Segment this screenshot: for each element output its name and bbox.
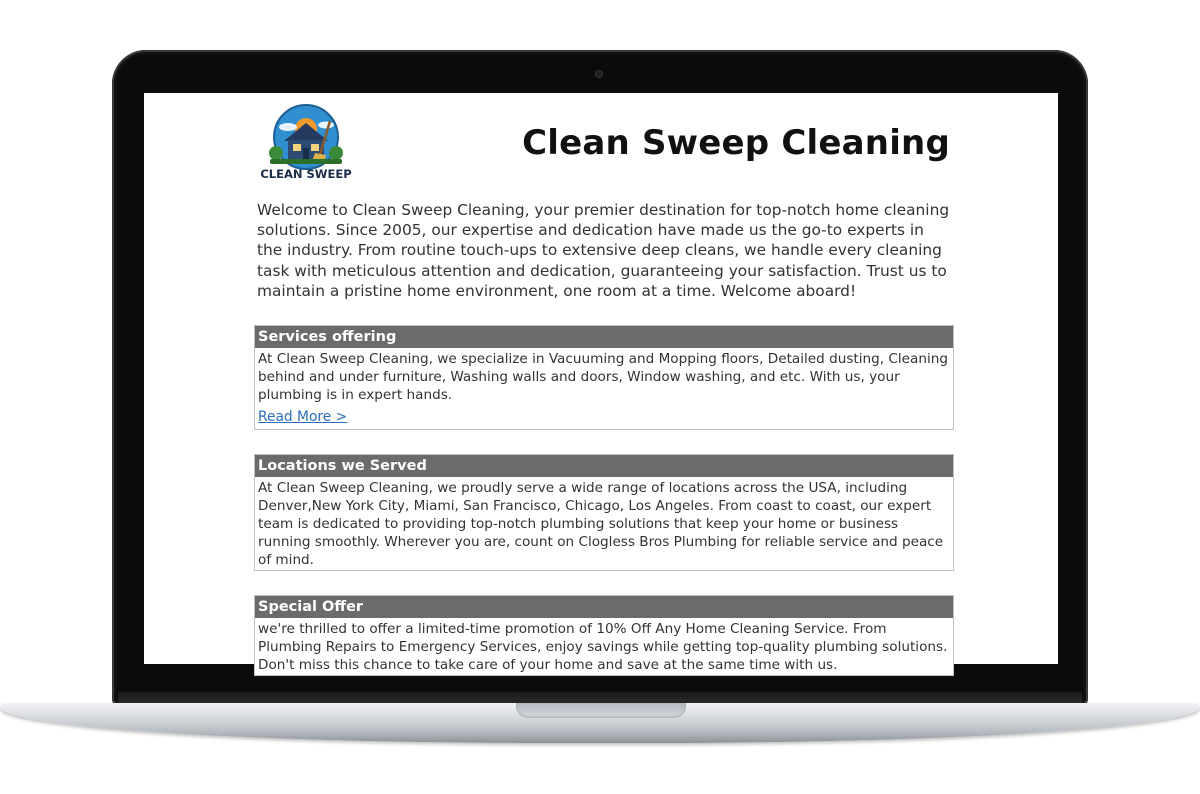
page-title: Clean Sweep Cleaning [522, 123, 950, 163]
services-section [254, 325, 954, 430]
read-more-link[interactable]: Read More > [258, 409, 348, 426]
camera-icon [595, 70, 603, 78]
page-content [254, 93, 954, 676]
section-body-locations: At Clean Sweep Cleaning, we proudly serve a wide range of locations across the USA, including Denver,New York City, Miami, San Francisco, Chicago, Los Angeles. From coast to coast, our expert team is dedicated to providing top-notch plumbing solutions that keep your home or business running smoothly. Wherever you are, count on Clogless Bros Plumbing for reliable service and peace of mind. [258, 480, 944, 569]
site-header [254, 93, 954, 193]
laptop-screen [144, 93, 1058, 674]
section-header-special-offer: Special Offer [255, 596, 953, 618]
section-body-services: At Clean Sweep Cleaning, we specialize in Vacuuming and Mopping floors, Detailed dusting, Cleaning behind and under furniture, Washing walls and doors, Window washing, and etc. With us, your plumbing is in expert hands. [258, 351, 949, 404]
special-offer-section [254, 595, 954, 676]
section-header-services: Services offering [255, 326, 953, 348]
section-header-locations: Locations we Served [255, 455, 953, 477]
logo-text: CLEAN SWEEP [260, 167, 352, 181]
house-sweep-logo-icon[interactable] [260, 103, 352, 183]
locations-section [254, 454, 954, 571]
intro-paragraph: Welcome to Clean Sweep Cleaning, your premier destination for top-notch home cleaning solutions. Since 2005, our expertise and dedication have made us the go-to experts in the industry. From routine touch-ups to extensive deep cleans, we handle every cleaning task with meticulous attention and dedication, guaranteeing your satisfaction. Trust us to maintain a pristine home environment, one room at a time. Welcome aboard! [257, 201, 950, 300]
laptop-base-notch [516, 703, 686, 718]
section-body-special-offer: we're thrilled to offer a limited-time promotion of 10% Off Any Home Cleaning Service. From Plumbing Repairs to Emergency Services, enjoy savings while getting top-quality plumbing solutions. Don't miss this chance to take care of your home and save at the same time with us. [258, 621, 948, 674]
